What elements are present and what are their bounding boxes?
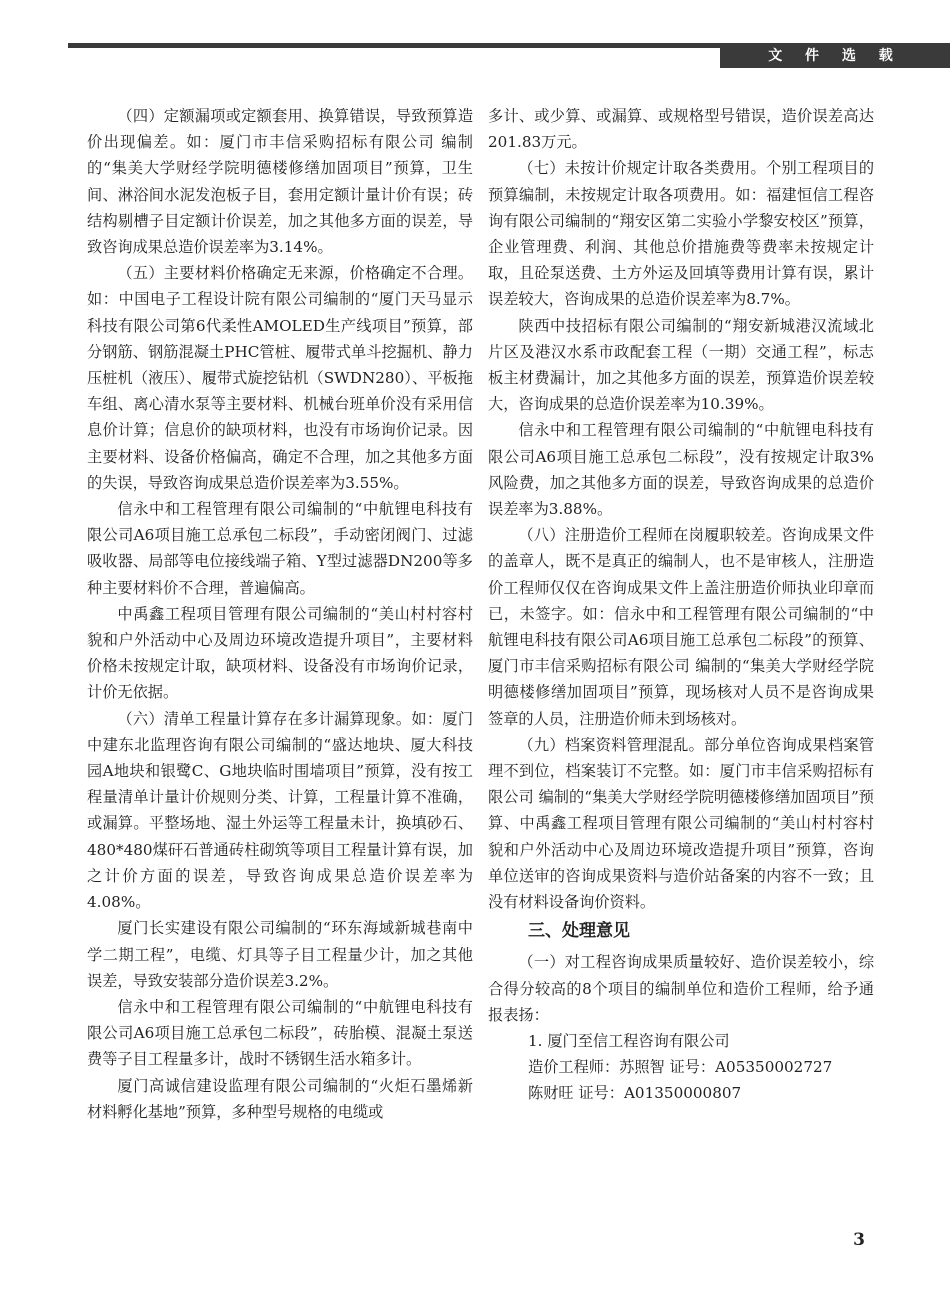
paragraph: 厦门高诚信建设监理有限公司编制的“火炬石墨烯新材料孵化基地”预算，多种型号规格的电缆或 (87, 1076, 473, 1121)
paragraph: （五）主要材料价格确定无来源，价格确定不合理。如：中国电子工程设计院有限公司编制的“厦门天马显示科技有限公司第6代柔性AMOLED生产线项目”预算，部分钢筋、钢筋混凝土PHC管桩、履带式单斗挖掘机、静力压桩机（液压）、履带式旋挖钻机（SWDN280）、平板拖车组、离心清水泵等主要材料、机械台班单价没有采用信息价计算；信息价的缺项材料，也没有市场询价记录。因主要材料、设备价格偏高，确定不合理，加之其他多方面的失误，导致咨询成果总造价误差率为3.55%。 (87, 264, 473, 492)
paragraph: （八）注册造价工程师在岗履职较差。咨询成果文件的盖章人，既不是真正的编制人，也不是审核人，注册造价工程师仅仅在咨询成果文件上盖注册造价师执业印章而已，未签字。如：信永中和工程管理有限公司编制的“中航锂电科技有限公司A6项目施工总承包二标段”的预算、厦门市丰信采购招标有限公司 编制的“集美大学财经学院明德楼修缮加固项目”预算，现场核对人员不是咨询成果签章的人员，注册造价师未到场核对。 (488, 526, 874, 728)
section-tag: 文 件 选 载 (720, 43, 950, 68)
paragraph: （九）档案资料管理混乱。部分单位咨询成果档案管理不到位，档案装订不完整。如：厦门市丰信采购招标有限公司 编制的“集美大学财经学院明德楼修缮加固项目”预算、中禹鑫工程项目管理有限公司编制的“美山村村容村貌和户外活动中心及周边环境改造提升项目”预算，咨询单位送审的咨询成果资料与造价站备案的内容不一致；且没有材料设备询价资料。 (488, 735, 874, 912)
paragraph: 信永中和工程管理有限公司编制的“中航锂电科技有限公司A6项目施工总承包二标段”，手动密闭阀门、过滤吸收器、局部等电位接线端子箱、Y型过滤器DN200等多种主要材料价不合理，普遍偏高。 (87, 500, 473, 597)
paragraph: 信永中和工程管理有限公司编制的“中航锂电科技有限公司A6项目施工总承包二标段”，砖胎模、混凝土泵送费等子目工程量多计，战时不锈钢生活水箱多计。 (87, 997, 473, 1069)
right-column (488, 103, 874, 1107)
list-item: 1. 厦门至信工程咨询有限公司 (528, 1031, 730, 1050)
engineer-line: 陈财旺 证号：A01350000807 (528, 1084, 742, 1103)
page-number: 3 (853, 1230, 865, 1250)
paragraph: 厦门长实建设有限公司编制的“环东海域新城巷南中学二期工程”，电缆、灯具等子目工程量少计，加之其他误差，导致安装部分造价误差3.2%。 (87, 919, 473, 990)
paragraph: （七）未按计价规定计取各类费用。个别工程项目的预算编制，未按规定计取各项费用。如：福建恒信工程咨询有限公司编制的“翔安区第二实验小学黎安校区”预算，企业管理费、利润、其他总价措施费等费率未按规定计取，且砼泵送费、土方外运及回填等费用计算有误，累计误差较大，咨询成果的总造价误差率为8.7%。 (488, 159, 874, 309)
section-heading: 三、处理意见 (528, 921, 630, 942)
paragraph: 信永中和工程管理有限公司编制的“中航锂电科技有限公司A6项目施工总承包二标段”，没有按规定计取3%风险费，加之其他多方面的误差，导致咨询成果的总造价误差率为3.88%。 (488, 421, 874, 519)
left-column (87, 103, 473, 1125)
engineer-line: 造价工程师：苏照智 证号：A05350002727 (528, 1058, 833, 1077)
paragraph: （六）清单工程量计算存在多计漏算现象。如：厦门中建东北监理咨询有限公司编制的“盛达地块、厦大科技园A地块和银鹭C、G地块临时围墙项目”预算，没有按工程量清单计量计价规则分类、计算，工程量计算不准确，或漏算。平整场地、湿土外运等工程量未计，换填砂石、480*480煤矸石普通砖柱砌筑等项目工程量计算有误，加之计价方面的误差，导致咨询成果总造价误差率为4.08%。 (87, 709, 473, 912)
paragraph-continuation: 多计、或少算、或漏算、或规格型号错误，造价误差高达201.83万元。 (488, 107, 874, 152)
paragraph: 陕西中技招标有限公司编制的“翔安新城港汉流域北片区及港汉水系市政配套工程（一期）交通工程”，标志板主材费漏计，加之其他多方面的误差，预算造价误差较大，咨询成果的总造价误差率为10.39%。 (488, 316, 874, 414)
paragraph: 中禹鑫工程项目管理有限公司编制的“美山村村容村貌和户外活动中心及周边环境改造提升项目”，主要材料价格未按规定计取，缺项材料、设备没有市场询价记录，计价无依据。 (87, 604, 473, 702)
paragraph: （一）对工程咨询成果质量较好、造价误差较小，综合得分较高的8个项目的编制单位和造价工程师，给予通报表扬： (488, 953, 874, 1024)
paragraph: （四）定额漏项或定额套用、换算错误，导致预算造价出现偏差。如：厦门市丰信采购招标有限公司 编制的“集美大学财经学院明德楼修缮加固项目”预算，卫生间、淋浴间水泥发泡板子目，套用定额计量计价有误；砖结构剔槽子目定额计价误差，加之其他多方面的误差，导致咨询成果总造价误差率为3.14%。 (87, 107, 473, 257)
